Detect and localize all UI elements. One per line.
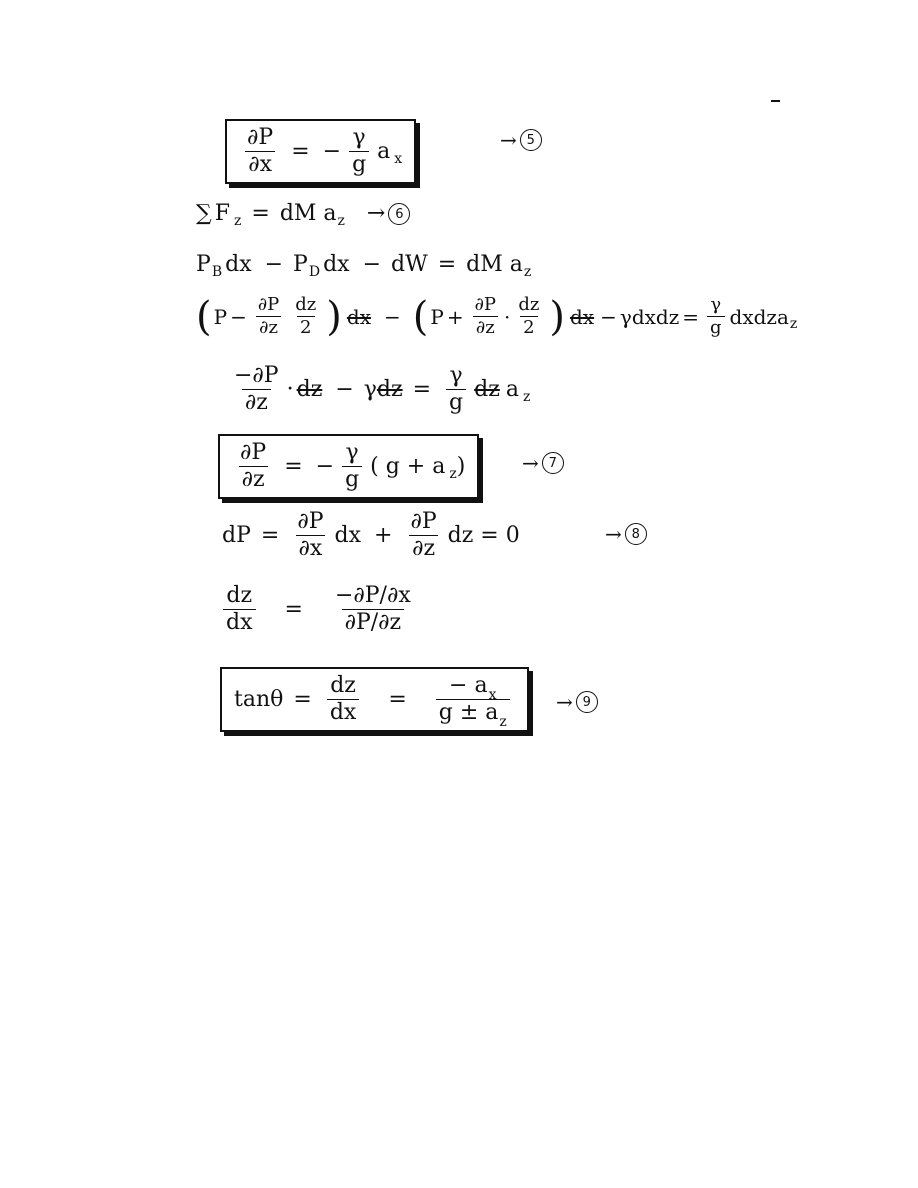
denominator <box>436 699 510 730</box>
numerator: ∂P <box>257 294 280 315</box>
term: dM a <box>466 252 523 277</box>
denominator: g <box>349 151 369 176</box>
subscript: z <box>523 264 532 280</box>
equals: = <box>284 453 303 479</box>
term: dP <box>222 522 251 548</box>
equals: = <box>291 138 310 164</box>
fraction <box>244 127 276 176</box>
equals: = <box>412 376 432 402</box>
equals: = <box>437 252 457 277</box>
fraction <box>294 511 326 560</box>
cancelled-term: dz <box>296 376 323 402</box>
subscript: z <box>449 465 457 482</box>
fraction <box>327 675 360 724</box>
arrow-icon: → <box>605 522 622 546</box>
numerator: dz <box>226 583 253 608</box>
numerator: ∂P <box>240 440 267 465</box>
fraction <box>446 365 466 414</box>
paren: ) <box>549 293 565 340</box>
equation-5-box <box>225 119 416 184</box>
dot: · <box>504 304 511 329</box>
term: dW <box>391 252 428 277</box>
minus: − <box>230 304 247 329</box>
denominator: 2 <box>297 316 314 337</box>
denominator: dx <box>327 699 360 724</box>
stray-mark <box>771 100 780 102</box>
equals: = <box>388 686 407 712</box>
equation-7-marker <box>522 451 564 475</box>
term: ( g + a <box>370 453 446 479</box>
numerator: ∂P <box>474 294 497 315</box>
equation-9-box <box>220 667 529 732</box>
equation-5-marker <box>500 128 542 152</box>
numerator: dz <box>295 294 317 315</box>
equation-8-marker <box>605 522 647 546</box>
term: dx <box>334 522 362 548</box>
cancelled-term: dz <box>474 376 500 402</box>
symbol: a <box>377 138 391 164</box>
denominator: g <box>707 316 725 337</box>
denominator: ∂P/∂z <box>342 609 405 634</box>
expanded-equation <box>194 293 798 340</box>
equals: = <box>284 596 303 622</box>
subscript: D <box>308 264 321 280</box>
equation-number-5: 5 <box>520 129 542 151</box>
denominator: dx <box>223 609 256 634</box>
term: dx <box>323 252 350 277</box>
numerator: dz <box>330 673 356 698</box>
equation-7-box <box>218 434 479 499</box>
equals: = <box>293 686 312 712</box>
fraction <box>436 673 510 730</box>
term: γdxdz <box>619 304 680 329</box>
fraction <box>231 365 282 414</box>
equals: = <box>260 522 280 548</box>
minus: − <box>362 252 382 277</box>
equation-number-6: 6 <box>388 203 410 225</box>
fraction <box>472 296 499 337</box>
arrow-icon: → <box>556 690 573 714</box>
paren: ) <box>456 453 466 479</box>
equation-number-8: 8 <box>625 523 647 545</box>
cancelled-term: dz <box>376 376 403 402</box>
fraction <box>707 296 725 337</box>
paren: ) <box>326 293 342 340</box>
denominator: ∂x <box>296 535 326 560</box>
minus: − <box>335 376 354 402</box>
minus: − <box>600 304 617 329</box>
numerator: −∂P/∂x <box>334 583 411 608</box>
numerator: γ <box>345 440 359 465</box>
cancelled-term: dx <box>570 304 595 329</box>
minus: − <box>264 252 284 277</box>
term: dx <box>225 252 252 277</box>
subscript: x <box>394 150 403 167</box>
denominator: ∂z <box>256 316 281 337</box>
arrow-icon: → <box>366 201 386 226</box>
numerator: ∂P <box>297 509 324 534</box>
fraction <box>515 296 542 337</box>
fraction <box>237 442 269 491</box>
denominator: g <box>342 466 362 491</box>
symbol: P <box>213 304 228 329</box>
equation-6 <box>196 201 410 229</box>
sigma: ∑ <box>196 201 212 226</box>
term: − a <box>449 673 488 698</box>
equation-number-7: 7 <box>542 452 564 474</box>
subscript: z <box>233 213 242 229</box>
equals: = <box>682 304 699 329</box>
fraction <box>255 296 282 337</box>
subscript: z <box>499 714 507 730</box>
term: dM a <box>279 201 337 226</box>
symbol: P <box>430 304 444 329</box>
slope-equation <box>218 585 419 634</box>
equation-9-marker <box>556 690 598 714</box>
paren: ( <box>412 293 429 340</box>
minus: − <box>322 138 342 164</box>
symbol: γ <box>363 376 377 402</box>
denominator: ∂z <box>239 466 268 491</box>
arrow-icon: → <box>522 451 539 475</box>
fraction <box>332 585 414 634</box>
numerator: ∂P <box>410 509 437 534</box>
symbol: P <box>196 252 211 277</box>
term: tanθ <box>234 686 284 712</box>
equals: = <box>251 201 270 226</box>
fraction <box>223 585 256 634</box>
equation-number-9: 9 <box>576 691 598 713</box>
term: dz = 0 <box>447 522 520 548</box>
plus: + <box>446 304 464 329</box>
numerator: dz <box>518 294 540 315</box>
denominator: ∂z <box>473 316 498 337</box>
denominator: ∂z <box>242 389 271 414</box>
numerator: γ <box>710 294 722 315</box>
denominator: ∂x <box>245 151 275 176</box>
fraction <box>407 511 439 560</box>
term: g ± a <box>438 700 499 725</box>
minus: − <box>315 453 335 479</box>
cancelled-term: dx <box>346 304 371 329</box>
dot: · <box>286 376 294 402</box>
arrow-icon: → <box>500 128 517 152</box>
fraction <box>349 127 369 176</box>
equation-8 <box>222 511 523 560</box>
reduced-equation <box>226 365 530 414</box>
denominator: ∂z <box>409 535 438 560</box>
plus: + <box>374 522 393 548</box>
term: dxdza <box>729 304 789 329</box>
symbol: F <box>214 201 230 226</box>
fraction <box>292 296 319 337</box>
minus: − <box>383 304 401 329</box>
force-balance-z <box>196 252 532 280</box>
subscript: B <box>211 264 223 280</box>
subscript: z <box>522 388 531 405</box>
subscript: x <box>488 687 497 703</box>
denominator: g <box>446 389 466 414</box>
symbol: a <box>505 376 519 402</box>
paren: ( <box>196 293 212 340</box>
symbol: P <box>293 252 308 277</box>
numerator: γ <box>352 125 366 150</box>
numerator: ∂P <box>247 125 274 150</box>
numerator: γ <box>449 363 463 388</box>
denominator: 2 <box>520 316 537 337</box>
subscript: z <box>789 315 798 332</box>
numerator: −∂P <box>234 363 279 388</box>
fraction <box>342 442 362 491</box>
numerator <box>446 673 499 703</box>
subscript: z <box>337 213 345 229</box>
